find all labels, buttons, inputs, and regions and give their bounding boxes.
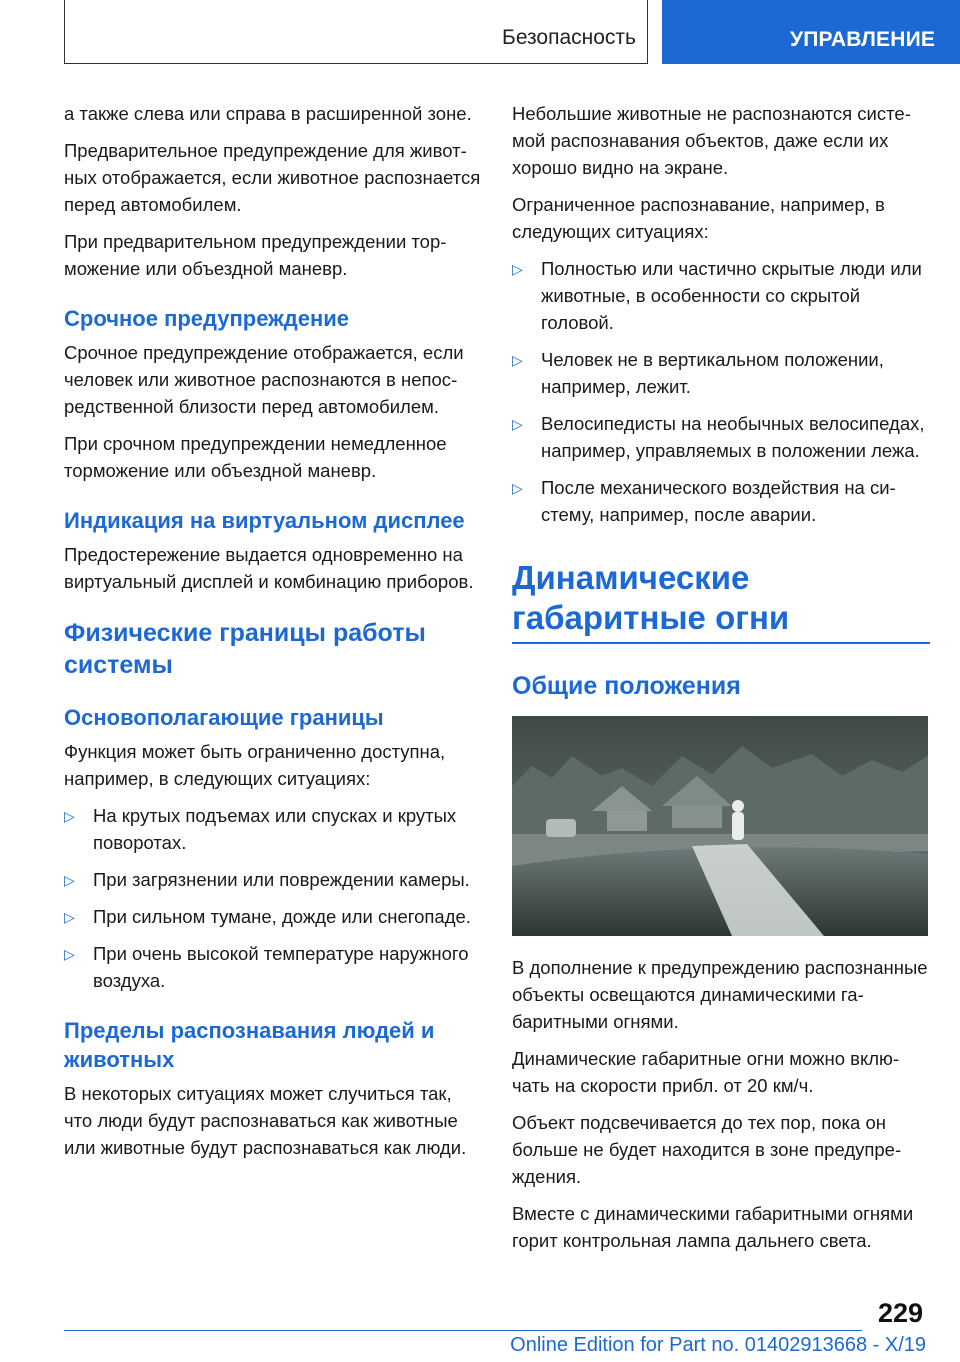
list-item — [64, 802, 482, 856]
heading-dynamic-lights: Динамические габаритные огни — [512, 559, 790, 636]
heading-urgent-warning: Срочное предупреждение — [64, 306, 350, 331]
bullet-triangle-icon: ▷ — [512, 352, 523, 368]
heading-general: Общие положения — [512, 672, 741, 700]
heading-basic-limits: Основополагающие границы — [64, 705, 384, 730]
list-item-text: После механического воздействия на систему, например, после аварии. — [541, 477, 896, 525]
bullet-triangle-icon: ▷ — [64, 808, 75, 824]
paragraph: При срочном предупреждении немедленное торможение или объездной маневр. — [64, 433, 447, 481]
paragraph: Объект подсвечивается до тех пор, пока он больше не будет находится в зоне предупреждения. — [512, 1112, 902, 1187]
footer-edition-text: Online Edition for Part no. 01402913668 - X/19 — [510, 1334, 926, 1356]
list-item — [512, 474, 930, 528]
list-item-text: Полностью или частично скрытые люди или животные, в особенности со скрытой головой. — [541, 258, 922, 333]
list-item — [64, 903, 482, 930]
list-item-text: При загрязнении или повреждении камеры. — [93, 869, 470, 890]
heading-recognition-limits: Пределы распознавания людей и животных — [64, 1018, 435, 1072]
paragraph: Предварительное предупреждение для животных отображается, если животное распознается перед автомобилем. — [64, 140, 481, 215]
heading-virtual-display: Индикация на виртуальном дисплее — [64, 508, 465, 533]
night-vision-illustration — [512, 716, 928, 936]
left-column — [64, 100, 482, 1171]
bullet-triangle-icon: ▷ — [64, 909, 75, 925]
heading-underline — [512, 642, 930, 644]
heading-physical-limits: Физические границы работы системы — [64, 619, 426, 679]
paragraph: Функция может быть ограниченно доступна, например, в следующих ситуациях: — [64, 741, 446, 789]
list-item — [512, 255, 930, 336]
paragraph: а также слева или справа в расширенной зоне. — [64, 103, 472, 124]
paragraph: Динамические габаритные огни можно включать на скорости прибл. от 20 км/ч. — [512, 1048, 900, 1096]
paragraph: В дополнение к предупреждению распознанные объекты освещаются динамическими габаритными огнями. — [512, 957, 928, 1032]
paragraph: Ограниченное распознавание, например, в следующих ситуациях: — [512, 194, 885, 242]
footer-divider — [64, 1330, 862, 1331]
list-item — [64, 940, 482, 994]
bullet-triangle-icon: ▷ — [64, 946, 75, 962]
list-item — [512, 410, 930, 464]
bullet-triangle-icon: ▷ — [512, 261, 523, 277]
bullet-triangle-icon: ▷ — [512, 480, 523, 496]
right-column — [512, 100, 930, 1264]
list-item-text: При сильном тумане, дожде или снегопаде. — [93, 906, 471, 927]
bullet-triangle-icon: ▷ — [512, 416, 523, 432]
paragraph: Предостережение выдается одновременно на виртуальный дисплей и комбинацию приборов. — [64, 544, 474, 592]
paragraph: При предварительном предупреждении торможение или объездной маневр. — [64, 231, 447, 279]
recognition-list — [512, 255, 930, 528]
list-item — [64, 866, 482, 893]
list-item-text: На крутых подъемах или спусках и крутых поворотах. — [93, 805, 457, 853]
paragraph: Небольшие животные не распознаются системой распознавания объектов, даже если их хорошо видно на экране. — [512, 103, 911, 178]
page-number: 229 — [878, 1298, 924, 1328]
paragraph: Вместе с динамическими габаритными огнями горит контрольная лампа дальнего света. — [512, 1203, 914, 1251]
list-item-text: Человек не в вертикальном положении, например, лежит. — [541, 349, 884, 397]
header-chapter-tab[interactable]: УПРАВЛЕНИЕ — [662, 0, 960, 64]
header-section-title: Безопасность — [502, 26, 636, 49]
list-item-text: При очень высокой температуре наружного воздуха. — [93, 943, 469, 991]
bullet-triangle-icon: ▷ — [64, 872, 75, 888]
list-item-text: Велосипедисты на необычных велосипедах, например, управляемых в положении лежа. — [541, 413, 925, 461]
paragraph: В некоторых ситуациях может случиться так, что люди будут распознаваться как животные или животные будут распознаваться как люди. — [64, 1083, 467, 1158]
paragraph: Срочное предупреждение отображается, если человек или животное распознаются в непосредственной близости перед автомобилем. — [64, 342, 464, 417]
list-item — [512, 346, 930, 400]
limits-list — [64, 802, 482, 994]
